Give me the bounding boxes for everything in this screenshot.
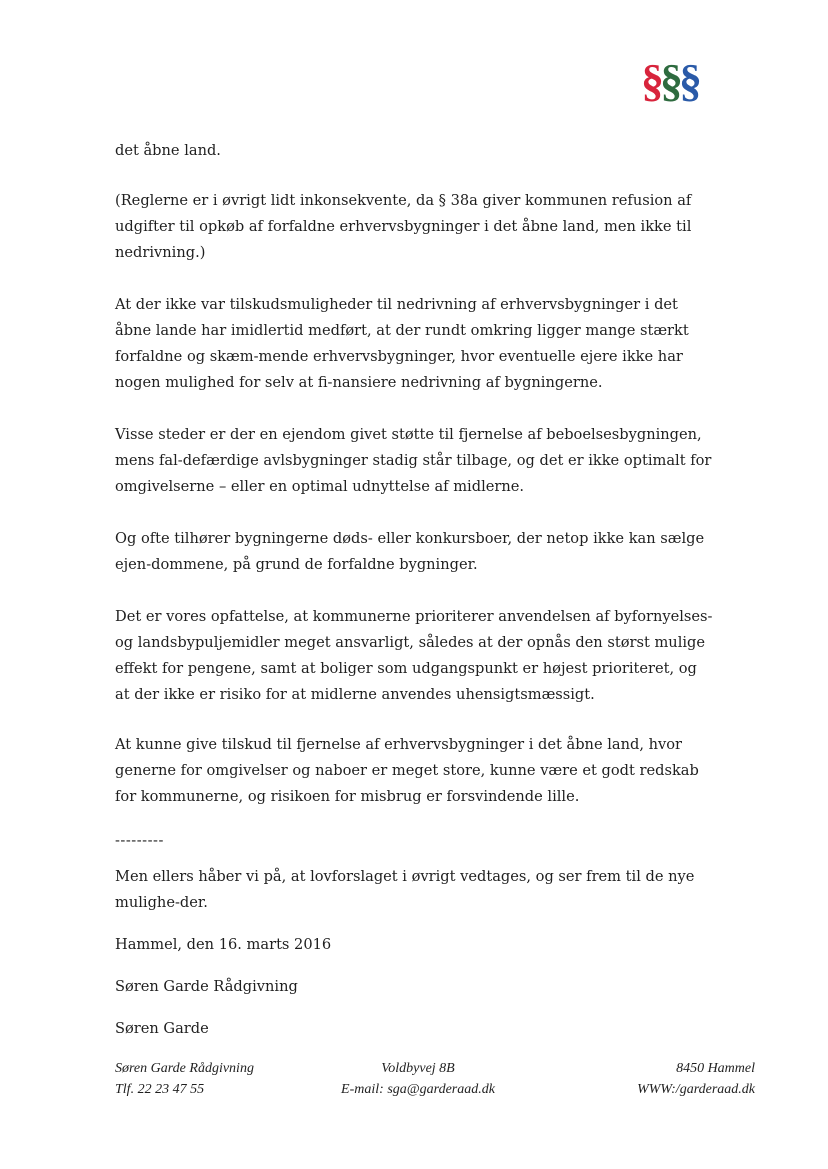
place-date: Hammel, den 16. marts 2016: [115, 936, 332, 953]
footer-website: WWW:/garderaad.dk: [637, 1082, 755, 1097]
section-sign-red-icon: §: [641, 55, 660, 106]
footer-phone: Tlf. 22 23 47 55: [115, 1082, 205, 1097]
paragraph: det åbne land.: [115, 142, 221, 159]
paragraph: Visse steder er der en ejendom givet støtte til fjernelse af beboelsesbygningen, mens fal-defærdige avlsbygninger stadig står tilbage, og det er ikke optimalt for omgivelserne – eller en optimal udnyttelse af midlerne.: [115, 426, 712, 495]
paragraph-sign-logo: [641, 55, 698, 106]
letter-footer: [115, 1058, 755, 1102]
footer-left: [115, 1058, 254, 1100]
letter-body: [115, 138, 715, 1058]
footer-company: Søren Garde Rådgivning: [115, 1061, 254, 1076]
signatory-name: Søren Garde: [115, 1020, 209, 1037]
separator: ---------: [115, 832, 164, 849]
paragraph: At der ikke var tilskudsmuligheder til nedrivning af erhvervsbygninger i det åbne lande har imidlertid medført, at der rundt omkring ligger mange stærkt forfaldne og skæm-mende erhvervsbygninger, hvor eventuelle ejere ikke har nogen mulighed for selv at fi-nansiere nedrivning af bygningerne.: [115, 296, 689, 391]
company-name: Søren Garde Rådgivning: [115, 978, 298, 995]
paragraph: At kunne give tilskud til fjernelse af erhvervsbygninger i det åbne land, hvor generne for omgivelser og naboer er meget store, kunne være et godt redskab for kommunerne, og risikoen for misbrug er forsvindende lille.: [115, 736, 699, 805]
footer-city: 8450 Hammel: [676, 1061, 755, 1076]
footer-address: Voldbyvej 8B: [381, 1061, 455, 1076]
paragraph: Det er vores opfattelse, at kommunerne prioriterer anvendelsen af byfornyelses- og landsbypuljemidler meget ansvarligt, således at der opnås den størst mulige effekt for pengene, samt at boliger som udgangspunkt er højest prioriteret, og at der ikke er risiko for at midlerne anvendes uhensigtsmæssigt.: [115, 608, 713, 703]
section-sign-green-icon: §: [660, 55, 679, 106]
section-sign-blue-icon: §: [679, 55, 698, 106]
footer-right: [637, 1058, 755, 1100]
footer-center: [333, 1058, 503, 1100]
footer-email: E-mail: sga@garderaad.dk: [341, 1082, 495, 1097]
final-paragraph: Men ellers håber vi på, at lovforslaget i øvrigt vedtages, og ser frem til de nye mulighe-der.: [115, 868, 695, 911]
paragraph: Og ofte tilhører bygningerne døds- eller konkursboer, der netop ikke kan sælge ejen-dommene, på grund de forfaldne bygninger.: [115, 530, 705, 573]
paragraph: (Reglerne er i øvrigt lidt inkonsekvente, da § 38a giver kommunen refusion af udgifter til opkøb af forfaldne erhvervsbygninger i det åbne land, men ikke til nedrivning.): [115, 192, 692, 261]
